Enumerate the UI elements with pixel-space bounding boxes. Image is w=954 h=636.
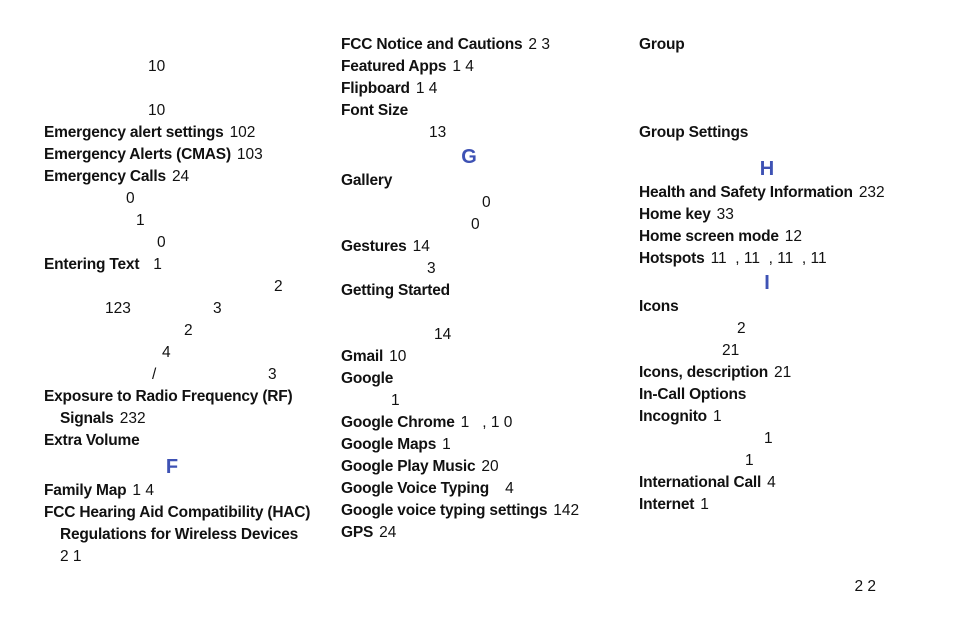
index-entry: Featured Apps 1 4 — [341, 58, 474, 75]
index-entry: Group Settings — [639, 124, 749, 141]
index-entry: Family Map 1 4 — [44, 482, 154, 499]
index-line — [639, 78, 909, 100]
index-entry: Incognito 1 — [639, 408, 722, 425]
index-entry-continued: Signals 232 — [60, 410, 146, 427]
index-entry: Hotspots 11 , 11 , 11 , 11 — [639, 250, 827, 267]
index-entry: Extra Volume — [44, 432, 140, 449]
index-entry: Gmail 10 — [341, 348, 407, 365]
index-line: 3 — [427, 260, 436, 277]
index-entry: Getting Started — [341, 282, 450, 299]
index-entry: Google voice typing settings 142 — [341, 502, 580, 519]
index-entry: Emergency Alerts (CMAS) 103 — [44, 146, 263, 163]
index-line: 0 — [126, 190, 135, 207]
index-line — [639, 100, 909, 122]
index-line: 2 — [737, 320, 746, 337]
index-column-3 — [639, 34, 909, 516]
index-line: 0 — [157, 234, 166, 251]
index-entry: Icons, description 21 — [639, 364, 792, 381]
index-entry-continued: Regulations for Wireless Devices — [60, 526, 299, 543]
index-entry: Emergency Calls 24 — [44, 168, 190, 185]
index-entry-continued: 2 1 — [60, 548, 82, 565]
index-entry: Gestures 14 — [341, 238, 430, 255]
index-line: 1 — [745, 452, 754, 469]
index-column-2 — [341, 34, 611, 544]
index-entry: Gallery — [341, 172, 393, 189]
index-line: 4 — [162, 344, 171, 361]
index-line: 1 — [136, 212, 145, 229]
index-line — [341, 302, 611, 324]
index-entry: Health and Safety Information 232 — [639, 184, 885, 201]
index-column-1 — [44, 34, 314, 568]
index-line: 1 — [764, 430, 773, 447]
index-line — [44, 34, 314, 56]
section-heading-f: F — [165, 456, 179, 478]
index-entry: FCC Hearing Aid Compatibility (HAC) — [44, 504, 311, 521]
index-line: 10 — [148, 58, 166, 75]
index-entry: In-Call Options — [639, 386, 747, 403]
index-line — [639, 144, 909, 156]
index-line: 13 — [429, 124, 447, 141]
index-line: 123 3 — [105, 300, 222, 317]
index-entry: Home key 33 — [639, 206, 734, 223]
index-entry: International Call 4 — [639, 474, 776, 491]
index-line: 2 — [184, 322, 193, 339]
index-line: 14 — [434, 326, 452, 343]
page-number: 2 2 — [854, 578, 876, 595]
index-line: 1 — [391, 392, 400, 409]
index-entry: Google Chrome 1 , 1 0 — [341, 414, 513, 431]
index-entry: Google Voice Typing 4 — [341, 480, 514, 497]
index-line: / 3 — [152, 366, 277, 383]
index-line — [44, 78, 314, 100]
index-line: 0 — [471, 216, 480, 233]
index-line — [639, 56, 909, 78]
section-heading-h: H — [759, 158, 775, 180]
index-line: 0 — [482, 194, 491, 211]
section-heading-i: I — [764, 272, 770, 294]
index-entry: GPS 24 — [341, 524, 397, 541]
index-line: 21 — [722, 342, 740, 359]
index-line: 2 — [274, 278, 283, 295]
index-entry: Google — [341, 370, 394, 387]
index-entry: Emergency alert settings 102 — [44, 124, 256, 141]
index-entry: Internet 1 — [639, 496, 709, 513]
index-entry: Entering Text 1 — [44, 256, 162, 273]
index-line: 10 — [148, 102, 166, 119]
index-entry: Group — [639, 36, 685, 53]
index-entry: Font Size — [341, 102, 409, 119]
section-heading-g: G — [461, 146, 477, 168]
index-entry: Google Maps 1 — [341, 436, 451, 453]
index-entry: FCC Notice and Cautions 2 3 — [341, 36, 550, 53]
index-entry: Google Play Music 20 — [341, 458, 499, 475]
index-entry: Exposure to Radio Frequency (RF) — [44, 388, 293, 405]
index-entry: Flipboard 1 4 — [341, 80, 438, 97]
index-entry: Icons — [639, 298, 679, 315]
index-entry: Home screen mode 12 — [639, 228, 803, 245]
